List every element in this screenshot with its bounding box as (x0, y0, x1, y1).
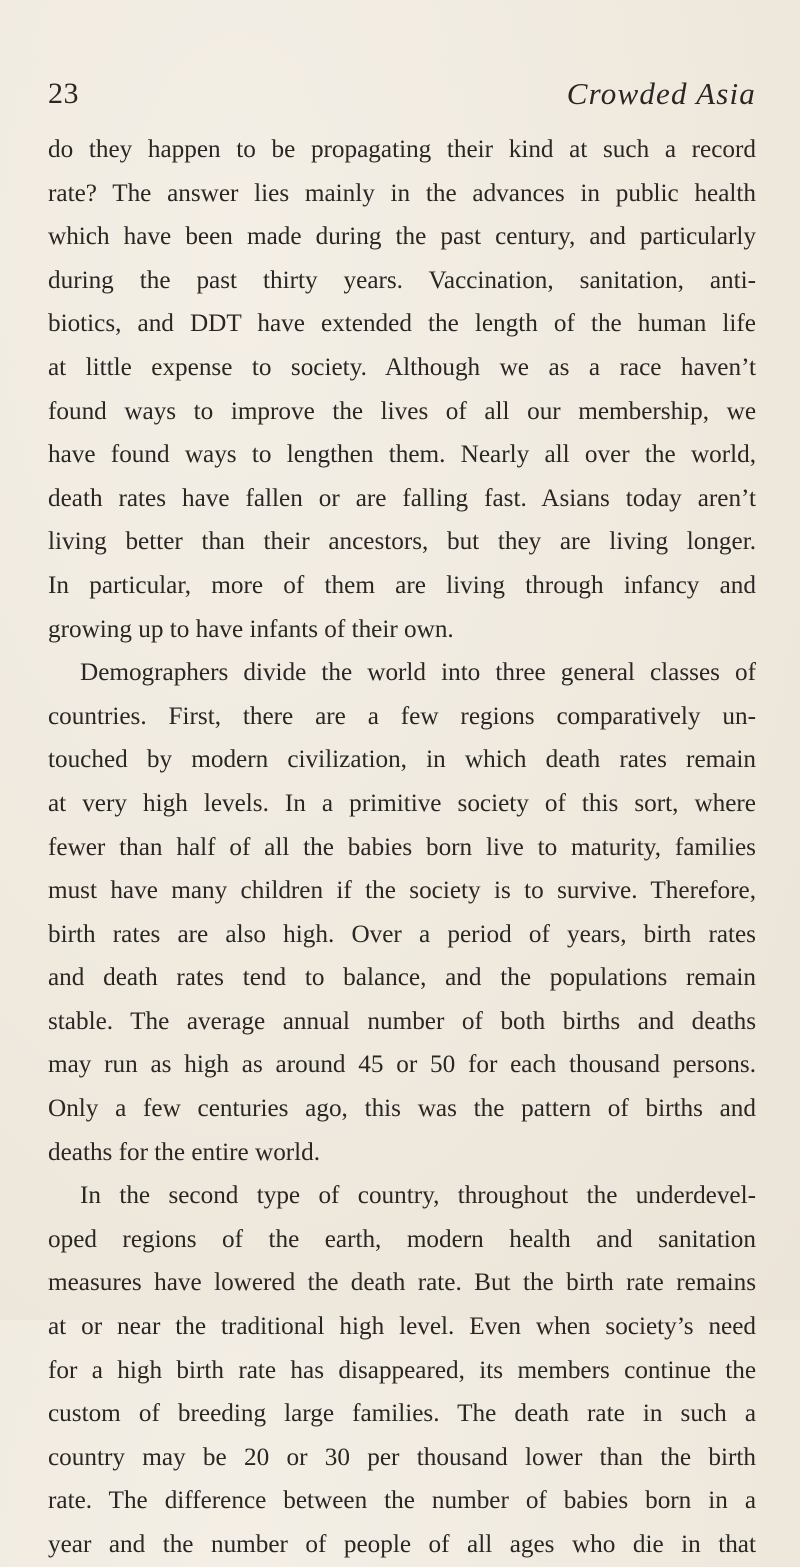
text-line: which have been made during the past century, and particularly (48, 223, 756, 251)
text-line: deaths for the entire world. (48, 1138, 321, 1166)
text-line: and death rates tend to balance, and the populations remain (48, 964, 756, 992)
text-line: found ways to improve the lives of all our membership, we (48, 397, 756, 425)
text-line: measures have lowered the death rate. But the birth rate remains (48, 1269, 756, 1297)
text-line: at or near the traditional high level. Even when society’s need (48, 1313, 756, 1341)
text-line: year and the number of people of all ages who die in that (48, 1531, 756, 1558)
running-title: Crowded Asia (566, 76, 756, 111)
text-line: rate? The answer lies mainly in the advances in public health (48, 179, 756, 207)
text-line: touched by modern civilization, in which death rates remain (48, 746, 756, 774)
text-line: growing up to have infants of their own. (48, 615, 454, 643)
text-line: rate. The difference between the number of babies born in a (48, 1487, 756, 1515)
running-head (48, 74, 756, 114)
text-line: biotics, and DDT have extended the length of the human life (48, 310, 756, 338)
text-line: must have many children if the society is to survive. Therefore, (48, 877, 756, 905)
text-line: oped regions of the earth, modern health and sanitation (48, 1225, 756, 1253)
text-line: at little expense to society. Although we as a race haven’t (48, 353, 756, 381)
text-line: custom of breeding large families. The death rate in such a (48, 1400, 756, 1428)
text-line: stable. The average annual number of both births and deaths (48, 1007, 756, 1035)
text-line: country may be 20 or 30 per thousand lower than the birth (48, 1443, 756, 1471)
text-line: for a high birth rate has disappeared, its members continue the (48, 1356, 756, 1384)
text-line: In particular, more of them are living through infancy and (48, 571, 756, 599)
text-line: living better than their ancestors, but they are living longer. (48, 528, 756, 556)
page-number: 23 (48, 77, 79, 110)
text-line: during the past thirty years. Vaccination, sanitation, anti- (48, 266, 756, 294)
text-line: do they happen to be propagating their kind at such a record (48, 136, 756, 163)
text-line: may run as high as around 45 or 50 for each thousand persons. (48, 1051, 756, 1079)
text-line: have found ways to lengthen them. Nearly all over the world, (48, 441, 756, 469)
text-line: birth rates are also high. Over a period of years, birth rates (48, 920, 756, 948)
text-line: Demographers divide the world into three general classes of (80, 659, 756, 687)
text-line: death rates have fallen or are falling fast. Asians today aren’t (48, 484, 756, 512)
text-line: In the second type of country, throughout the underdevel- (80, 1182, 756, 1210)
body-text (48, 128, 756, 1567)
text-line: at very high levels. In a primitive society of this sort, where (48, 789, 756, 817)
text-line: Only a few centuries ago, this was the pattern of births and (48, 1095, 756, 1123)
text-line: fewer than half of all the babies born live to maturity, families (48, 833, 756, 861)
text-line: countries. First, there are a few regions comparatively un- (48, 702, 756, 730)
